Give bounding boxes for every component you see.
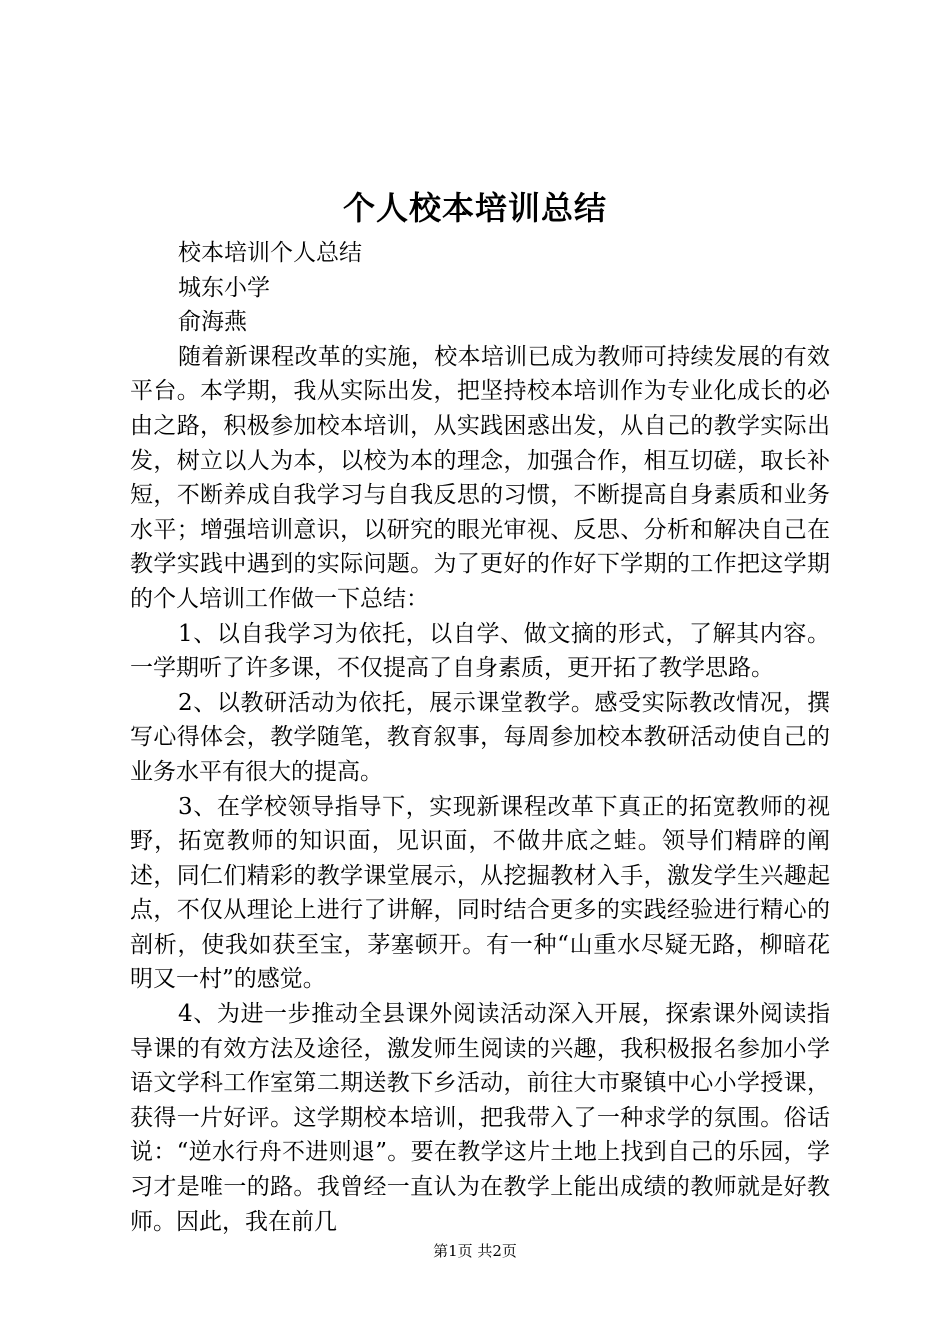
body-paragraph-intro: 随着新课程改革的实施，校本培训已成为教师可持续发展的有效平台。本学期，我从实际出发，把坚持校本培训作为专业化成长的必由之路，积极参加校本培训，从实践困惑出发，从自己的教学实际出发，树立以人为本，以校为本的理念，加强合作，相互切磋，取长补短，不断养成自我学习与自我反思的习惯，不断提高自身素质和业务水平；增强培训意识，以研究的眼光审视、反思、分析和解决自己在教学实践中遇到的实际问题。为了更好的作好下学期的工作把这学期的个人培训工作做一下总结：	[130, 343, 830, 612]
school-name-line: 城东小学	[178, 274, 270, 301]
body-paragraph-4: 4、为进一步推动全县课外阅读活动深入开展，探索课外阅读指导课的有效方法及途径，激发师生阅读的兴趣，我积极报名参加小学语文学科工作室第二期送教下乡活动，前往大市聚镇中心小学授课，获得一片好评。这学期校本培训，把我带入了一种求学的氛围。俗话说：“逆水行舟不进则退”。要在教学这片土地上找到自己的乐园，学习才是唯一的路。我曾经一直认为在教学上能出成绩的教师就是好教师。因此，我在前几	[130, 1001, 830, 1235]
author-name-line: 俞海燕	[178, 309, 247, 336]
document-body	[130, 236, 830, 1239]
document-title: 个人校本培训总结	[342, 189, 607, 227]
body-paragraph-3: 3、在学校领导指导下，实现新课程改革下真正的拓宽教师的视野，拓宽教师的知识面，见识面，不做井底之蛙。领导们精辟的阐述，同仁们精彩的教学课堂展示，从挖掘教材入手，激发学生兴趣起点，不仅从理论上进行了讲解，同时结合更多的实践经验进行精心的剖析，使我如获至宝，茅塞顿开。有一种“山重水尽疑无路，柳暗花明又一村”的感觉。	[130, 793, 830, 993]
body-paragraph-1: 1、以自我学习为依托，以自学、做文摘的形式，了解其内容。一学期听了许多课，不仅提高了自身素质，更开拓了教学思路。	[130, 620, 830, 682]
body-paragraph-2: 2、以教研活动为依托，展示课堂教学。感受实际教改情况，撰写心得体会，教学随笔，教育叙事，每周参加校本教研活动使自己的业务水平有很大的提高。	[130, 689, 830, 785]
page-number-footer: 第1页 共2页	[433, 1242, 517, 1260]
subtitle-line: 校本培训个人总结	[178, 240, 362, 266]
